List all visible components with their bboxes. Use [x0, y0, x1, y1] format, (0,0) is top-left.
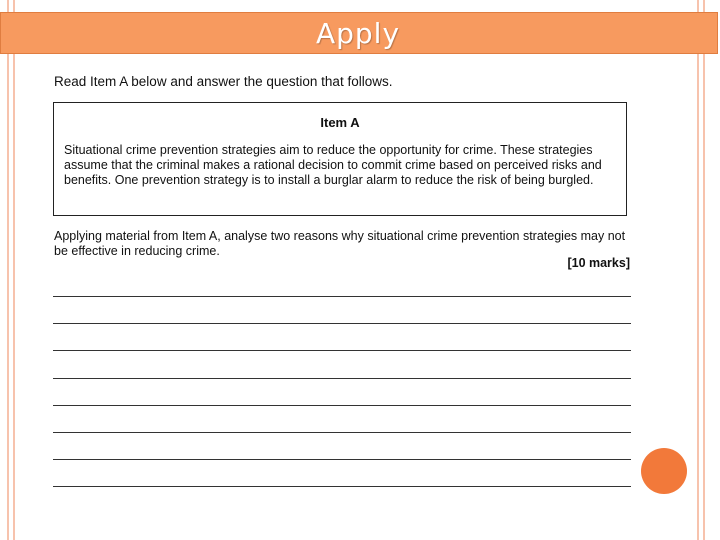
slide-title: Apply [315, 16, 401, 50]
left-decorative-stripe [13, 0, 15, 540]
title-bar [0, 12, 718, 54]
answer-line [53, 405, 631, 406]
question-text: Applying material from Item A, analyse two reasons why situational crime prevention strategies may not be effective in reducing crime. [54, 229, 626, 258]
answer-line [53, 323, 631, 324]
marks-label: [10 marks] [567, 256, 630, 270]
item-a-box [53, 102, 627, 216]
right-decorative-stripe [697, 0, 699, 540]
left-decorative-stripe [7, 0, 9, 540]
item-a-body: Situational crime prevention strategies aim to reduce the opportunity for crime. These strategies assume that the criminal makes a rational decision to commit crime based on perceived risks and benefits. One prevention strategy is to install a burglar alarm to reduce the risk of being burgled. [64, 143, 602, 187]
answer-line [53, 459, 631, 460]
answer-line [53, 378, 631, 379]
answer-line [53, 432, 631, 433]
answer-line [53, 486, 631, 487]
item-a-heading: Item A [320, 115, 360, 130]
answer-line [53, 296, 631, 297]
instruction-text: Read Item A below and answer the question that follows. [54, 74, 393, 89]
right-decorative-stripe [703, 0, 705, 540]
decorative-circle [641, 448, 687, 494]
answer-line [53, 350, 631, 351]
